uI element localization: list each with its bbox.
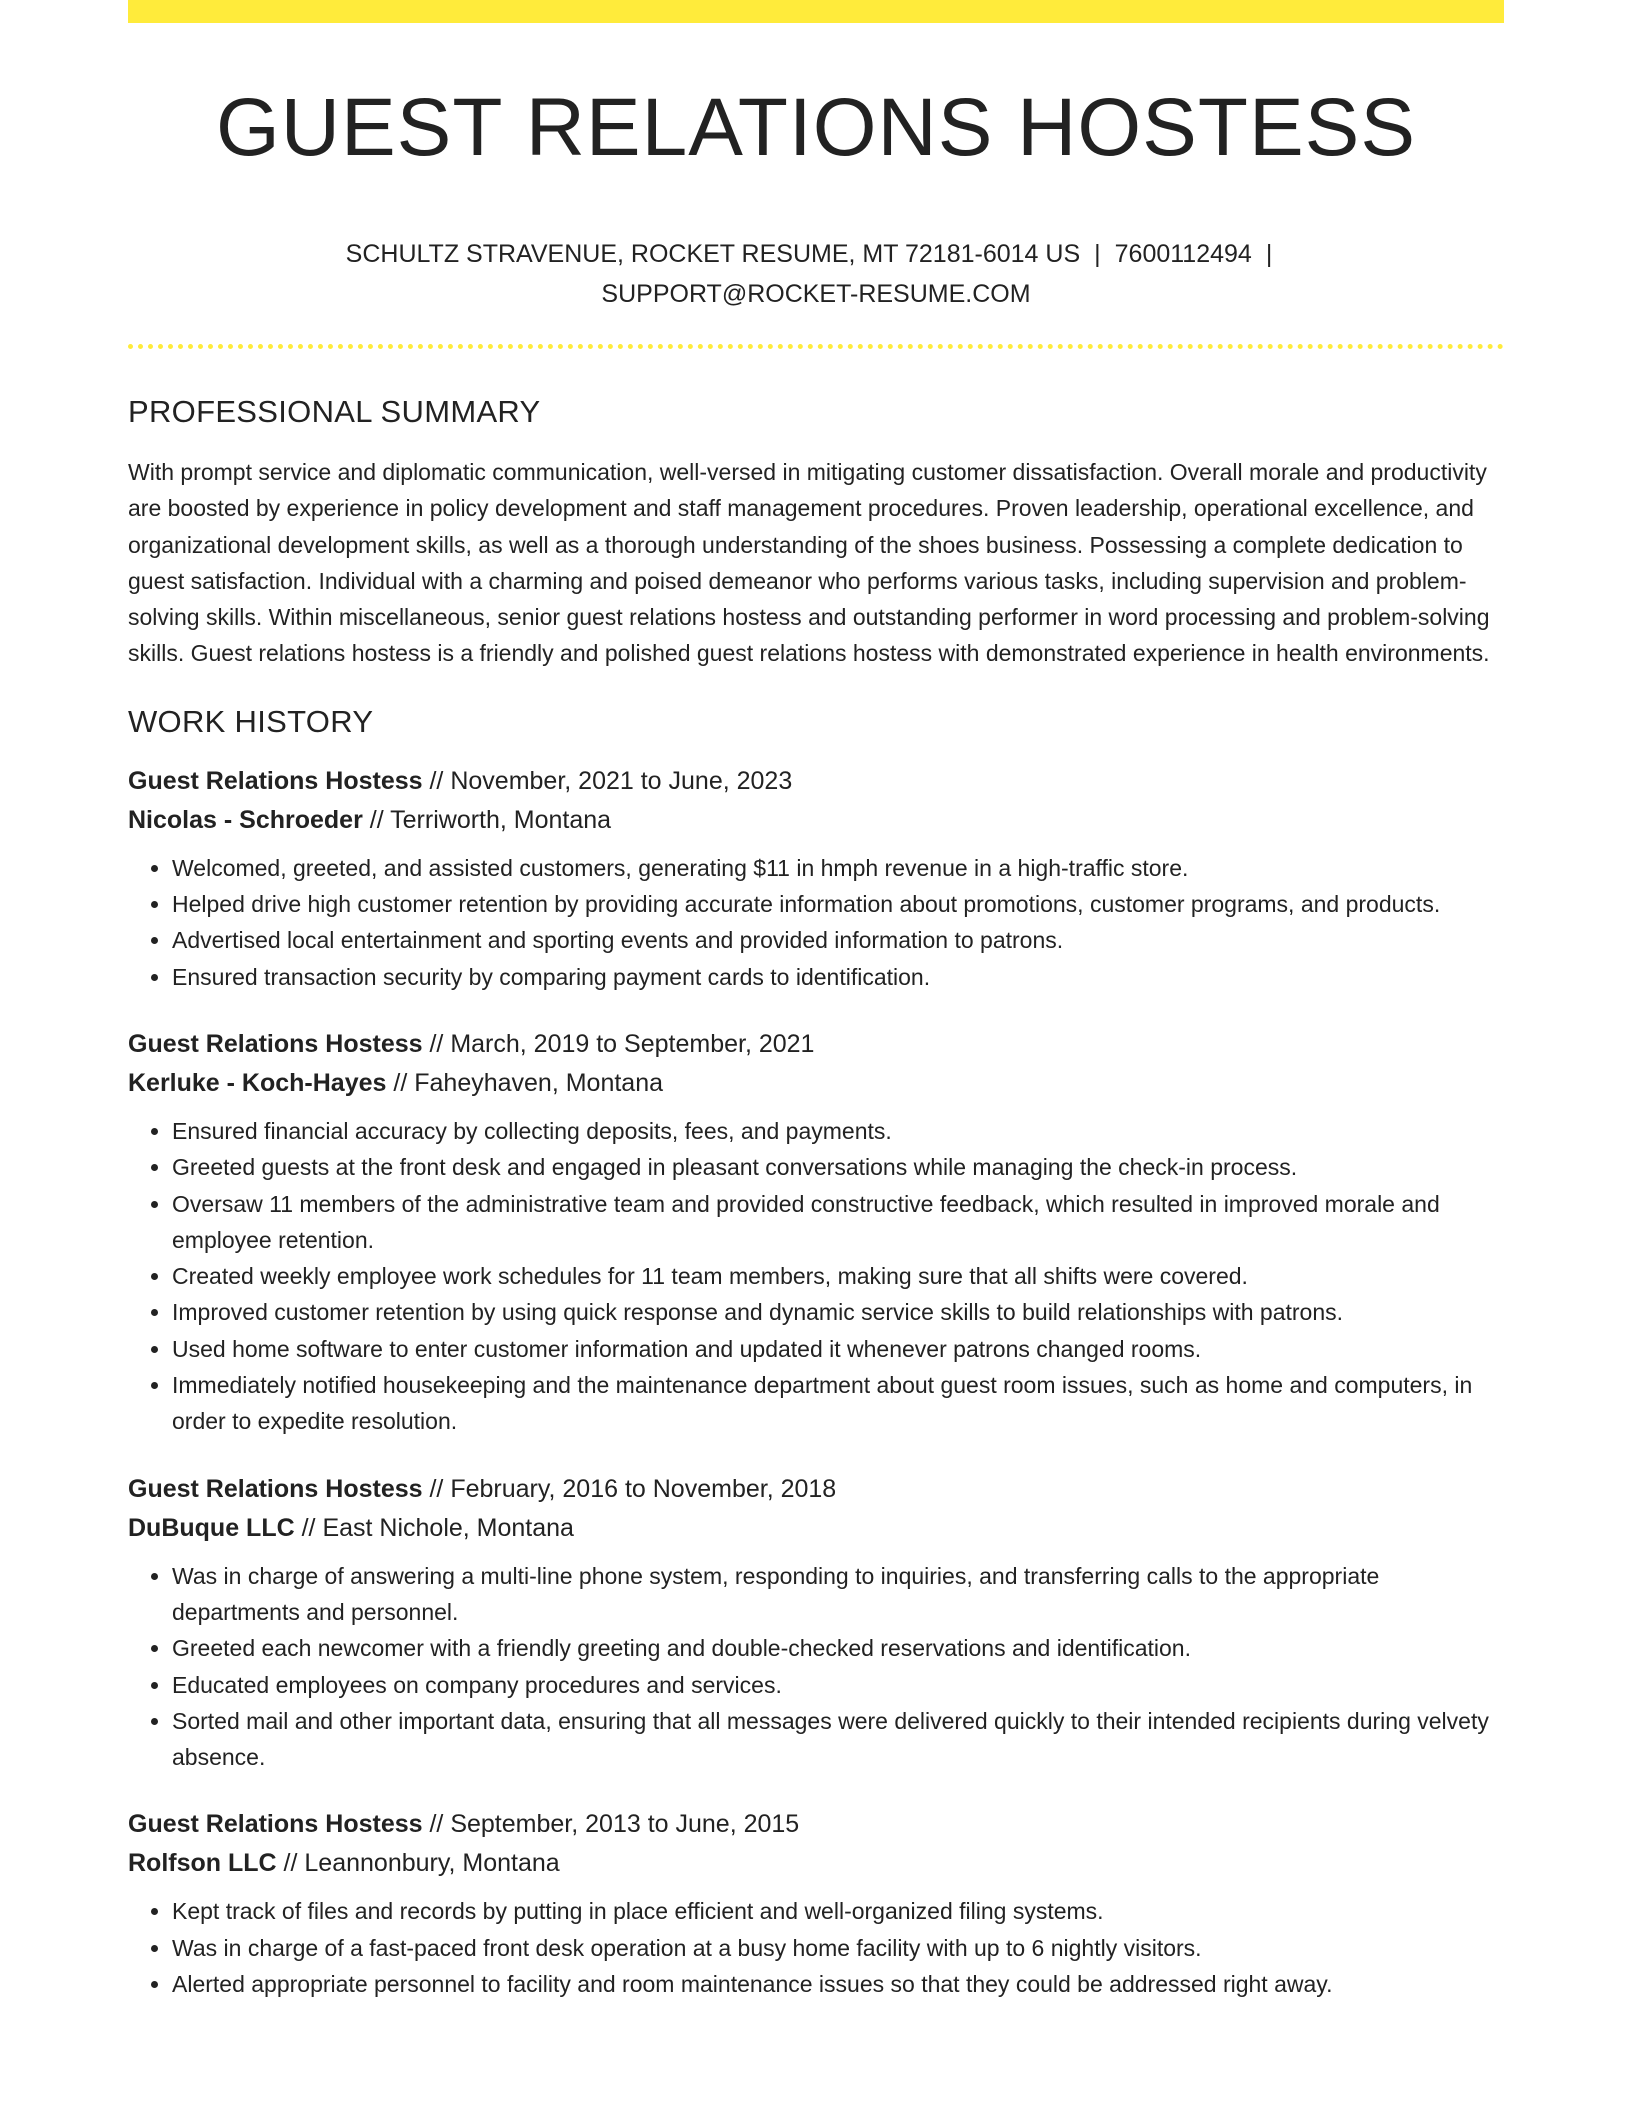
job-bullet: • Helped drive high customer retention by providing accurate information about promotions, customer programs, and products.: [172, 886, 1504, 922]
job-entry: [128, 1805, 1504, 2002]
contact-info: [280, 234, 1352, 314]
job-bullets: [128, 850, 1504, 995]
job-title: Guest Relations Hostess: [128, 1474, 423, 1503]
summary-section: [128, 390, 1504, 672]
job-dates: September, 2013 to June, 2015: [450, 1810, 800, 1839]
job-bullet: • Was in charge of a fast-paced front desk operation at a busy home facility with up to 6 nightly visitors.: [172, 1930, 1504, 1966]
job-dates: March, 2019 to September, 2021: [450, 1029, 815, 1058]
resume-content: [128, 390, 1504, 2002]
header-divider: [128, 344, 1504, 349]
work-history-section: [128, 700, 1504, 2003]
company-line: [128, 801, 1504, 840]
phone: 7600112494: [1114, 240, 1252, 268]
job-entry: [128, 1025, 1504, 1440]
job-title-line: [128, 1805, 1504, 1844]
job-dates: February, 2016 to November, 2018: [450, 1474, 837, 1503]
company-line: [128, 1509, 1504, 1548]
job-location: Leannonbury, Montana: [304, 1849, 560, 1878]
job-bullet: • Improved customer retention by using quick response and dynamic service skills to build relationships with patrons.: [172, 1294, 1504, 1330]
job-title-line: [128, 1470, 1504, 1509]
job-title: Guest Relations Hostess: [128, 1029, 423, 1058]
job-bullet: • Alerted appropriate personnel to facility and room maintenance issues so that they could be addressed right away.: [172, 1966, 1504, 2002]
job-entry: [128, 762, 1504, 995]
job-location: Terriworth, Montana: [390, 805, 612, 834]
job-dates: November, 2021 to June, 2023: [450, 766, 793, 795]
job-bullet: • Immediately notified housekeeping and the maintenance department about guest room issues, such as home and computers, in order to expedite resolution.: [172, 1367, 1504, 1440]
job-bullet: • Sorted mail and other important data, ensuring that all messages were delivered quickly to their intended recipients during velvety absence.: [172, 1703, 1504, 1776]
company-name: DuBuque LLC: [128, 1513, 295, 1542]
top-accent-bar: [128, 0, 1504, 23]
job-separator: //: [276, 1849, 305, 1878]
job-bullet: • Ensured financial accuracy by collecting deposits, fees, and payments.: [172, 1113, 1504, 1149]
address: SCHULTZ STRAVENUE, ROCKET RESUME, MT 72181-6014 US: [345, 240, 1081, 268]
job-bullet: • Educated employees on company procedures and services.: [172, 1667, 1504, 1703]
page-title: GUEST RELATIONS HOSTESS: [215, 82, 1417, 173]
job-bullet: • Created weekly employee work schedules for 11 team members, making sure that all shifts were covered.: [172, 1258, 1504, 1294]
job-location: East Nichole, Montana: [322, 1513, 574, 1542]
company-line: [128, 1844, 1504, 1883]
job-bullet: • Oversaw 11 members of the administrative team and provided constructive feedback, which resulted in improved morale and employee retention.: [172, 1186, 1504, 1259]
job-bullet: • Greeted each newcomer with a friendly greeting and double-checked reservations and identification.: [172, 1630, 1504, 1666]
job-bullet: • Advertised local entertainment and sporting events and provided information to patrons.: [172, 922, 1504, 958]
job-title-line: [128, 1025, 1504, 1064]
job-bullet: • Was in charge of answering a multi-line phone system, responding to inquiries, and transferring calls to the appropriate departments and personnel.: [172, 1558, 1504, 1631]
job-separator: //: [294, 1513, 323, 1542]
section-heading-summary: PROFESSIONAL SUMMARY: [128, 394, 541, 429]
job-separator: //: [422, 1810, 451, 1839]
job-location: Faheyhaven, Montana: [414, 1068, 664, 1097]
job-separator: //: [362, 805, 391, 834]
company-name: Kerluke - Koch-Hayes: [128, 1068, 387, 1097]
job-bullets: [128, 1558, 1504, 1776]
job-title: Guest Relations Hostess: [128, 1810, 423, 1839]
job-bullet: • Used home software to enter customer information and updated it whenever patrons changed rooms.: [172, 1331, 1504, 1367]
company-name: Nicolas - Schroeder: [128, 805, 363, 834]
job-bullet: • Kept track of files and records by putting in place efficient and well-organized filing systems.: [172, 1893, 1504, 1929]
company-name: Rolfson LLC: [128, 1849, 277, 1878]
summary-text: With prompt service and diplomatic communication, well-versed in mitigating customer dissatisfaction. Overall morale and productivity are boosted by experience in policy development and staff management procedures. Proven leadership, operational excellence, and organizational development skills, as well as a thorough understanding of the shoes business. Possessing a complete dedication to guest satisfaction. Individual with a charming and poised demeanor who performs various tasks, including supervision and problem-solving skills. Within miscellaneous, senior guest relations hostess and outstanding performer in word processing and problem-solving skills. Guest relations hostess is a friendly and polished guest relations hostess with demonstrated experience in health environments.: [128, 459, 1490, 667]
job-bullet: • Welcomed, greeted, and assisted customers, generating $11 in hmph revenue in a high-traffic store.: [172, 850, 1504, 886]
job-bullets: [128, 1113, 1504, 1440]
job-title: Guest Relations Hostess: [128, 766, 423, 795]
job-bullets: [128, 1893, 1504, 2002]
job-separator: //: [422, 1029, 451, 1058]
section-heading-work: WORK HISTORY: [128, 703, 374, 739]
email-link[interactable]: SUPPORT@ROCKET-RESUME.COM: [601, 280, 1031, 308]
job-bullet: • Greeted guests at the front desk and engaged in pleasant conversations while managing the check-in process.: [172, 1149, 1504, 1185]
job-bullet: • Ensured transaction security by comparing payment cards to identification.: [172, 959, 1504, 995]
job-separator: //: [422, 766, 451, 795]
job-title-line: [128, 762, 1504, 801]
job-entry: [128, 1470, 1504, 1776]
contact-separator: |: [1094, 240, 1101, 268]
company-line: [128, 1064, 1504, 1103]
job-separator: //: [422, 1474, 451, 1503]
contact-separator: |: [1265, 240, 1273, 268]
job-separator: //: [386, 1068, 415, 1097]
